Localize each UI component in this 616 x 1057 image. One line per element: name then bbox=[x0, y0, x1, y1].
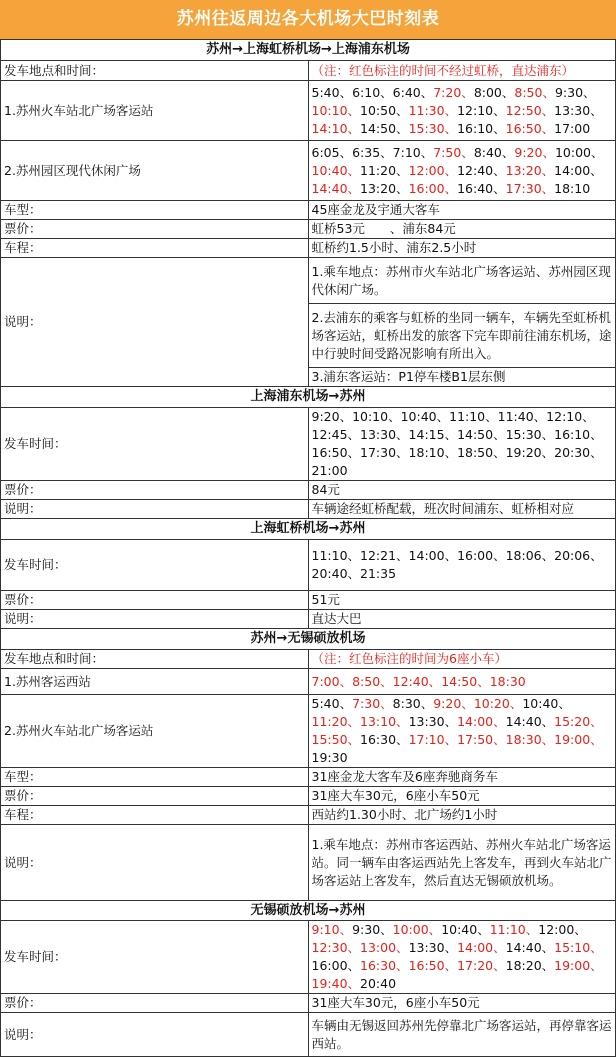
vehicle-type-value: 31座金龙大客车及6座奔驰商务车 bbox=[308, 768, 616, 787]
note-value: 直达大巴 bbox=[308, 610, 616, 629]
duration-value: 西站约1.30小时、北广场约1小时 bbox=[308, 806, 616, 825]
red-time-note: （注：红色标注的时间为6座小车） bbox=[308, 650, 616, 669]
time-entry: 16:40、 bbox=[457, 180, 506, 196]
time-entry: 5:40、 bbox=[311, 84, 353, 100]
time-entry: 18:30 bbox=[489, 673, 526, 689]
time-entry: 19:30 bbox=[311, 750, 348, 765]
departure-times bbox=[308, 695, 616, 768]
time-entry: 18:30、 bbox=[505, 732, 555, 747]
time-entry: 8:50、 bbox=[352, 673, 393, 689]
time-entry: 16:50、 bbox=[505, 120, 555, 136]
time-entry: 10:50、 bbox=[360, 102, 409, 118]
notes-label: 说明： bbox=[1, 825, 309, 901]
time-entry: 12:30、 bbox=[311, 940, 361, 955]
time-entry: 16:30、 bbox=[360, 958, 409, 973]
time-entry: 13:30、 bbox=[408, 714, 458, 729]
time-entry: 10:00、 bbox=[554, 144, 604, 160]
duration-label: 车程： bbox=[1, 239, 309, 258]
time-entry: 17:30、 bbox=[505, 180, 555, 196]
time-entry: 11:20、 bbox=[311, 714, 361, 729]
notes-label: 说明： bbox=[1, 500, 309, 519]
duration-label: 车程： bbox=[1, 806, 309, 825]
time-entry: 14:00、 bbox=[457, 940, 506, 955]
time-entry: 11:20、 bbox=[360, 162, 409, 178]
time-entry: 7:00、 bbox=[311, 673, 353, 689]
fare-label: 票价： bbox=[1, 994, 309, 1013]
time-entry: 16:30、 bbox=[360, 732, 409, 747]
time-entry: 19:40、 bbox=[311, 976, 361, 991]
time-entry: 12:00、 bbox=[538, 922, 587, 937]
departure-point-label: 2.苏州园区现代休闲广场 bbox=[1, 141, 309, 201]
departure-point-label: 2.苏州火车站北广场客运站 bbox=[1, 695, 309, 768]
time-entry: 16:10、 bbox=[457, 120, 506, 136]
departure-time-label: 发车时间： bbox=[1, 408, 309, 481]
departure-times bbox=[308, 141, 616, 201]
note-value: 1.乘车地点：苏州市客运西站、苏州火车站北广场客运站。同一辆车由客运西站先上客发车，再到火车站北广场客运站上客发车，然后直达无锡硕放机场。 bbox=[308, 825, 616, 901]
time-entry: 17:10、 bbox=[408, 732, 458, 747]
time-entry: 12:40、 bbox=[392, 673, 442, 689]
departure-time-label: 发车时间： bbox=[1, 921, 309, 994]
row-label: 发车地点和时间： bbox=[1, 650, 309, 669]
time-entry: 11:30、 bbox=[408, 102, 458, 118]
notes-label: 说明： bbox=[1, 610, 309, 629]
time-entry: 13:20、 bbox=[505, 162, 555, 178]
time-entry: 14:40、 bbox=[505, 940, 555, 955]
time-entry: 9:10、 bbox=[311, 922, 353, 937]
time-entry: 9:20、 bbox=[514, 144, 555, 160]
red-time-note: （注：红色标注的时间不经过虹桥，直达浦东） bbox=[308, 61, 616, 81]
section-header-wuxi-to-suzhou: 无锡硕放机场→苏州 bbox=[1, 901, 616, 921]
time-entry: 14:10、 bbox=[311, 120, 361, 136]
section-header-suzhou-to-shanghai: 苏州→上海虹桥机场→上海浦东机场 bbox=[1, 40, 616, 61]
page-title: 苏州往返周边各大机场大巴时刻表 bbox=[0, 0, 616, 39]
time-entry: 9:30、 bbox=[352, 922, 393, 937]
time-entry: 13:30、 bbox=[408, 940, 458, 955]
note-value: 车辆由无锡返回苏州先停靠北广场客运站，再停靠客运西站。 bbox=[308, 1013, 616, 1057]
time-entry: 14:00、 bbox=[457, 714, 506, 729]
time-entry: 7:50、 bbox=[433, 144, 474, 160]
time-entry: 10:10、 bbox=[311, 102, 361, 118]
time-entry: 16:50、 bbox=[408, 958, 458, 973]
time-entry: 6:05、 bbox=[311, 144, 353, 160]
time-entry: 15:50、 bbox=[311, 732, 361, 747]
time-entry: 13:30、 bbox=[554, 102, 603, 118]
time-entry: 6:10、 bbox=[352, 84, 393, 100]
vehicle-type-label: 车型： bbox=[1, 768, 309, 787]
time-entry: 20:40 bbox=[360, 976, 397, 991]
time-entry: 14:40、 bbox=[311, 180, 361, 196]
row-label: 发车地点和时间： bbox=[1, 61, 309, 81]
time-entry: 17:00 bbox=[554, 120, 591, 136]
time-entry: 12:40、 bbox=[457, 162, 506, 178]
fare-label: 票价： bbox=[1, 220, 309, 239]
time-entry: 18:20、 bbox=[505, 958, 555, 973]
vehicle-type-value: 45座金龙及宇通大客车 bbox=[308, 201, 616, 220]
departure-times bbox=[308, 921, 616, 994]
time-entry: 14:00、 bbox=[554, 162, 603, 178]
time-entry: 7:10、 bbox=[392, 144, 434, 160]
note-item: 3.浦东客运站：P1停车楼B1层东侧 bbox=[308, 368, 616, 387]
time-entry: 10:40、 bbox=[441, 922, 490, 937]
note-value: 车辆途经虹桥配载，班次时间浦东、虹桥相对应 bbox=[308, 500, 616, 519]
time-entry: 12:50、 bbox=[505, 102, 555, 118]
time-entry: 5:40、 bbox=[311, 696, 353, 711]
time-entry: 14:50、 bbox=[360, 120, 409, 136]
time-entry: 17:50、 bbox=[457, 732, 506, 747]
fare-value: 虹桥53元 、浦东84元 bbox=[308, 220, 616, 239]
departure-time-label: 发车时间： bbox=[1, 540, 309, 591]
time-entry: 17:20、 bbox=[457, 958, 506, 973]
departure-point-label: 1.苏州火车站北广场客运站 bbox=[1, 81, 309, 141]
time-entry: 7:30、 bbox=[352, 696, 393, 711]
departure-times: 11:10、12:21、14:00、16:00、18:06、20:06、20:40、21:35 bbox=[308, 540, 616, 591]
time-entry: 13:20、 bbox=[360, 180, 409, 196]
time-entry: 9:20、 bbox=[433, 696, 474, 711]
time-entry: 16:00、 bbox=[311, 958, 361, 973]
time-entry: 12:00、 bbox=[408, 162, 458, 178]
notes-label: 说明： bbox=[1, 1013, 309, 1057]
fare-label: 票价： bbox=[1, 481, 309, 500]
time-entry: 18:10 bbox=[554, 180, 591, 196]
time-entry: 6:40、 bbox=[392, 84, 434, 100]
departure-times: 9:20、10:10、10:40、11:10、11:40、12:10、12:45、13:30、14:15、14:50、15:30、16:10、16:50、17:30、18:10、18:50、19:20、20:30、21:00 bbox=[308, 408, 616, 481]
vehicle-type-label: 车型： bbox=[1, 201, 309, 220]
time-entry: 14:40、 bbox=[505, 714, 555, 729]
note-item: 2.去浦东的乘客与虹桥的坐同一辆车，车辆先至虹桥机场客运站，虹桥出发的旅客下完车即前往浦东机场，途中行驶时间受路况影响有所出入。 bbox=[308, 304, 616, 368]
time-entry: 15:30、 bbox=[408, 120, 458, 136]
note-item: 1.乘车地点：苏州市火车站北广场客运站、苏州园区现代休闲广场。 bbox=[308, 258, 616, 304]
time-entry: 10:20、 bbox=[473, 696, 523, 711]
time-entry: 10:40、 bbox=[311, 162, 361, 178]
departure-times bbox=[308, 81, 616, 141]
section-header-suzhou-to-wuxi: 苏州→无锡硕放机场 bbox=[1, 629, 616, 650]
schedule-table bbox=[0, 39, 616, 1057]
time-entry: 13:00、 bbox=[360, 940, 409, 955]
time-entry: 15:20、 bbox=[554, 714, 603, 729]
fare-label: 票价： bbox=[1, 787, 309, 806]
section-header-pudong-to-suzhou: 上海浦东机场→苏州 bbox=[1, 387, 616, 408]
time-entry: 6:35、 bbox=[352, 144, 393, 160]
duration-value: 虹桥约1.5小时、浦东2.5小时 bbox=[308, 239, 616, 258]
time-entry: 13:10、 bbox=[360, 714, 409, 729]
time-entry: 15:10、 bbox=[554, 940, 603, 955]
time-entry: 8:50、 bbox=[514, 84, 555, 100]
time-entry: 16:00、 bbox=[408, 180, 458, 196]
time-entry: 19:00、 bbox=[554, 732, 603, 747]
time-entry: 11:10、 bbox=[489, 922, 539, 937]
fare-value: 51元 bbox=[308, 591, 616, 610]
time-entry: 8:00、 bbox=[473, 84, 515, 100]
time-entry: 9:30、 bbox=[554, 84, 596, 100]
time-entry: 7:20、 bbox=[433, 84, 474, 100]
time-entry: 10:40、 bbox=[522, 696, 571, 711]
time-entry: 8:40、 bbox=[473, 144, 515, 160]
section-header-hongqiao-to-suzhou: 上海虹桥机场→苏州 bbox=[1, 519, 616, 540]
departure-times bbox=[308, 669, 616, 695]
notes-label: 说明： bbox=[1, 258, 309, 387]
time-entry: 8:30、 bbox=[392, 696, 434, 711]
time-entry: 19:00、 bbox=[554, 958, 603, 973]
fare-value: 31座大车30元，6座小车50元 bbox=[308, 994, 616, 1013]
time-entry: 14:50、 bbox=[441, 673, 490, 689]
fare-value: 84元 bbox=[308, 481, 616, 500]
departure-point-label: 1.苏州客运西站 bbox=[1, 669, 309, 695]
fare-value: 31座大车30元，6座小车50元 bbox=[308, 787, 616, 806]
time-entry: 10:00、 bbox=[392, 922, 442, 937]
time-entry: 12:10、 bbox=[457, 102, 506, 118]
fare-label: 票价： bbox=[1, 591, 309, 610]
